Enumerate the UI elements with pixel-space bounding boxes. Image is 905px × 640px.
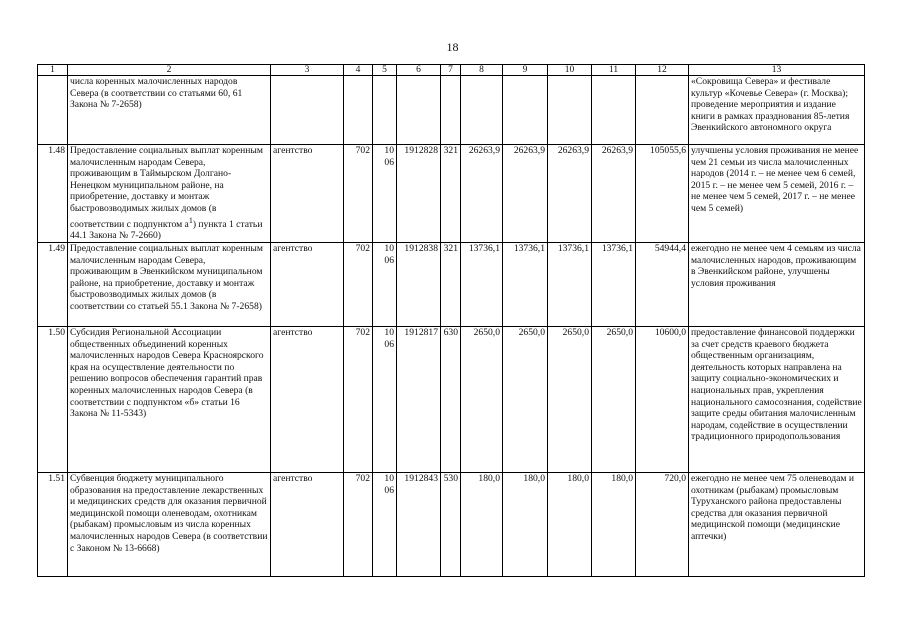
- table-row: [38, 472, 865, 576]
- empty-cell: [397, 76, 441, 145]
- amount-cell: 13736,1: [548, 242, 592, 326]
- column-header: 4: [344, 65, 373, 76]
- measure-name-cell: Субвенция бюджету муниципального образования на предоставление лекарственных и медицинских средств для оказания первичной медицинской помощи оленеводам, охотникам (рыбакам) промысловым из числа коренных малочисленных народов Севера (в соответствии с Законом № 13-6668): [68, 472, 271, 576]
- agency-cell: агентство: [271, 472, 344, 576]
- result-cell: ежегодно не менее чем 75 оленеводам и охотникам (рыбакам) промысловым Туруханского района предоставлены средства для оказания первичной медицинской помощи (медицинские аптечки): [689, 472, 865, 576]
- measure-name-cell: Субсидия Региональной Ассоциации общественных объединений коренных малочисленных народов Севера Красноярского края на осуществление деятельности по решению вопросов обеспечения гарантий прав коренных малочисленных народов Севера (в соответствии с подпунктом «б» статьи 16 Закона № 11-5343): [68, 326, 271, 472]
- table-row: [38, 145, 865, 243]
- measure-name-cell: [68, 145, 271, 243]
- result-cell: ежегодно не менее чем 4 семьям из числа малочисленных народов, проживающим в Эвенкийском районе, улучшены условия проживания: [689, 242, 865, 326]
- amount-cell: 26263,9: [548, 145, 592, 243]
- measure-name-cell: числа коренных малочисленных народов Севера (в соответствии со статьями 60, 61 Закона № 7-2658): [68, 76, 271, 145]
- empty-cell: [592, 76, 636, 145]
- row-number-cell: [38, 76, 68, 145]
- code-cell: 702: [344, 472, 373, 576]
- amount-cell: 180,0: [548, 472, 592, 576]
- result-cell: предоставление финансовой поддержки за счет средств краевого бюджета общественным организациям, деятельность которых направлена на защиту социально-экономических и национальных прав, укрепления национального самосознания, содействие защите среды обитания малочисленным народам, содействие в осуществлении традиционного природопользования: [689, 326, 865, 472]
- amount-cell: 26263,9: [592, 145, 636, 243]
- total-cell: 105055,6: [636, 145, 689, 243]
- column-header: 3: [271, 65, 344, 76]
- amount-cell: 2650,0: [592, 326, 636, 472]
- measure-name-text: Предоставление социальных выплат коренным малочисленным народам Севера, проживающим в Таймырском Долгано-Ненецком муниципальном районе, на приобретение, доставку и монтаж быстровозводимых жилых домов (в соответствии с подпунктом а: [70, 145, 263, 230]
- empty-cell: [503, 76, 548, 145]
- amount-cell: 180,0: [461, 472, 503, 576]
- result-cell: «Сокровища Севера» и фестивале культур «Кочевье Севера» (г. Москва); проведение мероприятия и издание книги в рамках празднования 85-летия Эвенкийского автономного округа: [689, 76, 865, 145]
- table-row: [38, 242, 865, 326]
- code-cell: 10 06: [373, 145, 397, 243]
- code-cell: 10 06: [373, 242, 397, 326]
- empty-cell: [548, 76, 592, 145]
- row-number-cell: 1.51: [38, 472, 68, 576]
- agency-cell: агентство: [271, 242, 344, 326]
- code-cell: 630: [441, 326, 461, 472]
- amount-cell: 26263,9: [461, 145, 503, 243]
- column-header: 1: [38, 65, 68, 76]
- code-cell: 702: [344, 145, 373, 243]
- agency-cell: агентство: [271, 326, 344, 472]
- amount-cell: 2650,0: [548, 326, 592, 472]
- agency-cell: агентство: [271, 145, 344, 243]
- column-header: 2: [68, 65, 271, 76]
- amount-cell: 26263,9: [503, 145, 548, 243]
- code-cell: 1912838: [397, 242, 441, 326]
- amount-cell: 13736,1: [461, 242, 503, 326]
- result-cell: улучшены условия проживания не менее чем 21 семьи из числа малочисленных народов (2014 г. – не менее чем 6 семей, 2015 г. – не менее чем 5 семей, 2016 г. – не менее чем 5 семей, 2017 г. – не менее чем 5 семей): [689, 145, 865, 243]
- column-header: 8: [461, 65, 503, 76]
- row-number-cell: 1.50: [38, 326, 68, 472]
- table-row: [38, 326, 865, 472]
- code-cell: 321: [441, 145, 461, 243]
- column-header: 10: [548, 65, 592, 76]
- table-row-continuation: [38, 76, 865, 145]
- column-header: 7: [441, 65, 461, 76]
- total-cell: 10600,0: [636, 326, 689, 472]
- total-cell: 720,0: [636, 472, 689, 576]
- code-cell: 1912828: [397, 145, 441, 243]
- amount-cell: 180,0: [592, 472, 636, 576]
- code-cell: 1912817: [397, 326, 441, 472]
- amount-cell: 180,0: [503, 472, 548, 576]
- amount-cell: 2650,0: [503, 326, 548, 472]
- code-cell: 530: [441, 472, 461, 576]
- measure-name-text: ) пункта 1 статьи 44.1 Закона № 7-2660): [70, 218, 263, 242]
- code-cell: 321: [441, 242, 461, 326]
- column-header: 11: [592, 65, 636, 76]
- code-cell: 1912843: [397, 472, 441, 576]
- column-number-row: [38, 65, 865, 76]
- code-cell: 10 06: [373, 472, 397, 576]
- amount-cell: 13736,1: [592, 242, 636, 326]
- page-number: 18: [446, 40, 459, 54]
- empty-cell: [461, 76, 503, 145]
- column-header: 9: [503, 65, 548, 76]
- code-cell: 702: [344, 242, 373, 326]
- empty-cell: [373, 76, 397, 145]
- row-number-cell: 1.49: [38, 242, 68, 326]
- measure-name-cell: Предоставление социальных выплат коренным малочисленным народам Севера, проживающим в Эвенкийском муниципальном районе, на приобретение, доставку и монтаж быстровозводимых жилых домов (в соответствии со статьей 55.1 Закона № 7-2658): [68, 242, 271, 326]
- code-cell: 10 06: [373, 326, 397, 472]
- code-cell: 702: [344, 326, 373, 472]
- column-header: 5: [373, 65, 397, 76]
- empty-cell: [636, 76, 689, 145]
- amount-cell: 13736,1: [503, 242, 548, 326]
- empty-cell: [271, 76, 344, 145]
- column-header: 12: [636, 65, 689, 76]
- total-cell: 54944,4: [636, 242, 689, 326]
- column-header: 6: [397, 65, 441, 76]
- superscript: 1: [188, 215, 193, 225]
- row-number-cell: 1.48: [38, 145, 68, 243]
- empty-cell: [441, 76, 461, 145]
- budget-table: [37, 64, 865, 577]
- amount-cell: 2650,0: [461, 326, 503, 472]
- column-header: 13: [689, 65, 865, 76]
- empty-cell: [344, 76, 373, 145]
